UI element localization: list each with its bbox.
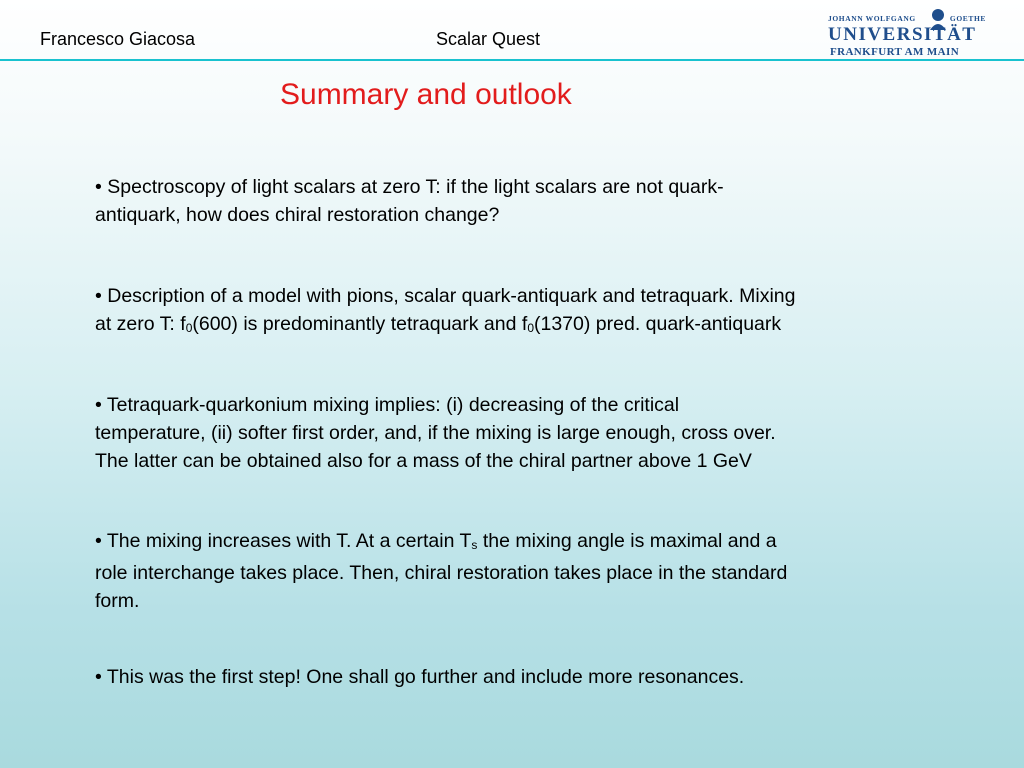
- header-divider: [0, 59, 1024, 61]
- university-logo: [826, 6, 990, 60]
- bullet-1-line-2: antiquark, how does chiral restoration change?: [95, 204, 500, 226]
- bullet-2: [95, 282, 915, 342]
- bullet-2-line-2: [95, 310, 915, 342]
- bullet-3-line-3: The latter can be obtained also for a mass of the chiral partner above 1 GeV: [95, 450, 752, 472]
- bullet-1-line-1: • Spectroscopy of light scalars at zero T: if the light scalars are not quark-: [95, 176, 724, 198]
- bullet-1: [95, 173, 915, 229]
- subscript-zero: 0: [527, 321, 534, 335]
- bullet-2-text-a: at zero T: f: [95, 313, 186, 335]
- bullet-3: [95, 391, 915, 475]
- subscript-s: s: [471, 538, 478, 552]
- subscript-zero: 0: [185, 321, 193, 335]
- bullet-4: [95, 527, 915, 615]
- bullet-5: [95, 663, 915, 691]
- bullet-4-text-a: • The mixing increases with T. At a certain T: [95, 530, 472, 552]
- bullet-4-text-b: the mixing angle is maximal and a: [477, 530, 777, 552]
- bullet-3-line-2: temperature, (ii) softer first order, and, if the mixing is large enough, cross over.: [95, 422, 776, 444]
- logo-line1-left: JOHANN WOLFGANG: [828, 14, 916, 23]
- bullet-4-line-1: [95, 527, 915, 559]
- talk-title: Scalar Quest: [436, 29, 541, 49]
- logo-line1: [828, 14, 988, 23]
- bullet-4-line-3: form.: [95, 590, 140, 612]
- logo-line1-right: GOETHE: [949, 14, 986, 23]
- bullet-5-line-1: • This was the first step! One shall go further and include more resonances.: [95, 666, 745, 688]
- bullet-3-line-1: • Tetraquark-quarkonium mixing implies: (i) decreasing of the critical: [95, 394, 680, 416]
- bullet-2-line-1: • Description of a model with pions, scalar quark-antiquark and tetraquark. Mixing: [95, 285, 796, 307]
- bullet-2-text-c: (1370) pred. quark-antiquark: [534, 313, 782, 335]
- bullet-2-text-b: (600) is predominantly tetraquark and f: [192, 313, 528, 335]
- bullet-4-line-2: role interchange takes place. Then, chiral restoration takes place in the standard: [95, 562, 788, 584]
- author-name: Francesco Giacosa: [40, 29, 196, 49]
- slide-title: Summary and outlook: [280, 78, 572, 111]
- logo-line2: UNIVERSITÄT: [828, 24, 977, 45]
- logo-line3: FRANKFURT AM MAIN: [830, 46, 960, 58]
